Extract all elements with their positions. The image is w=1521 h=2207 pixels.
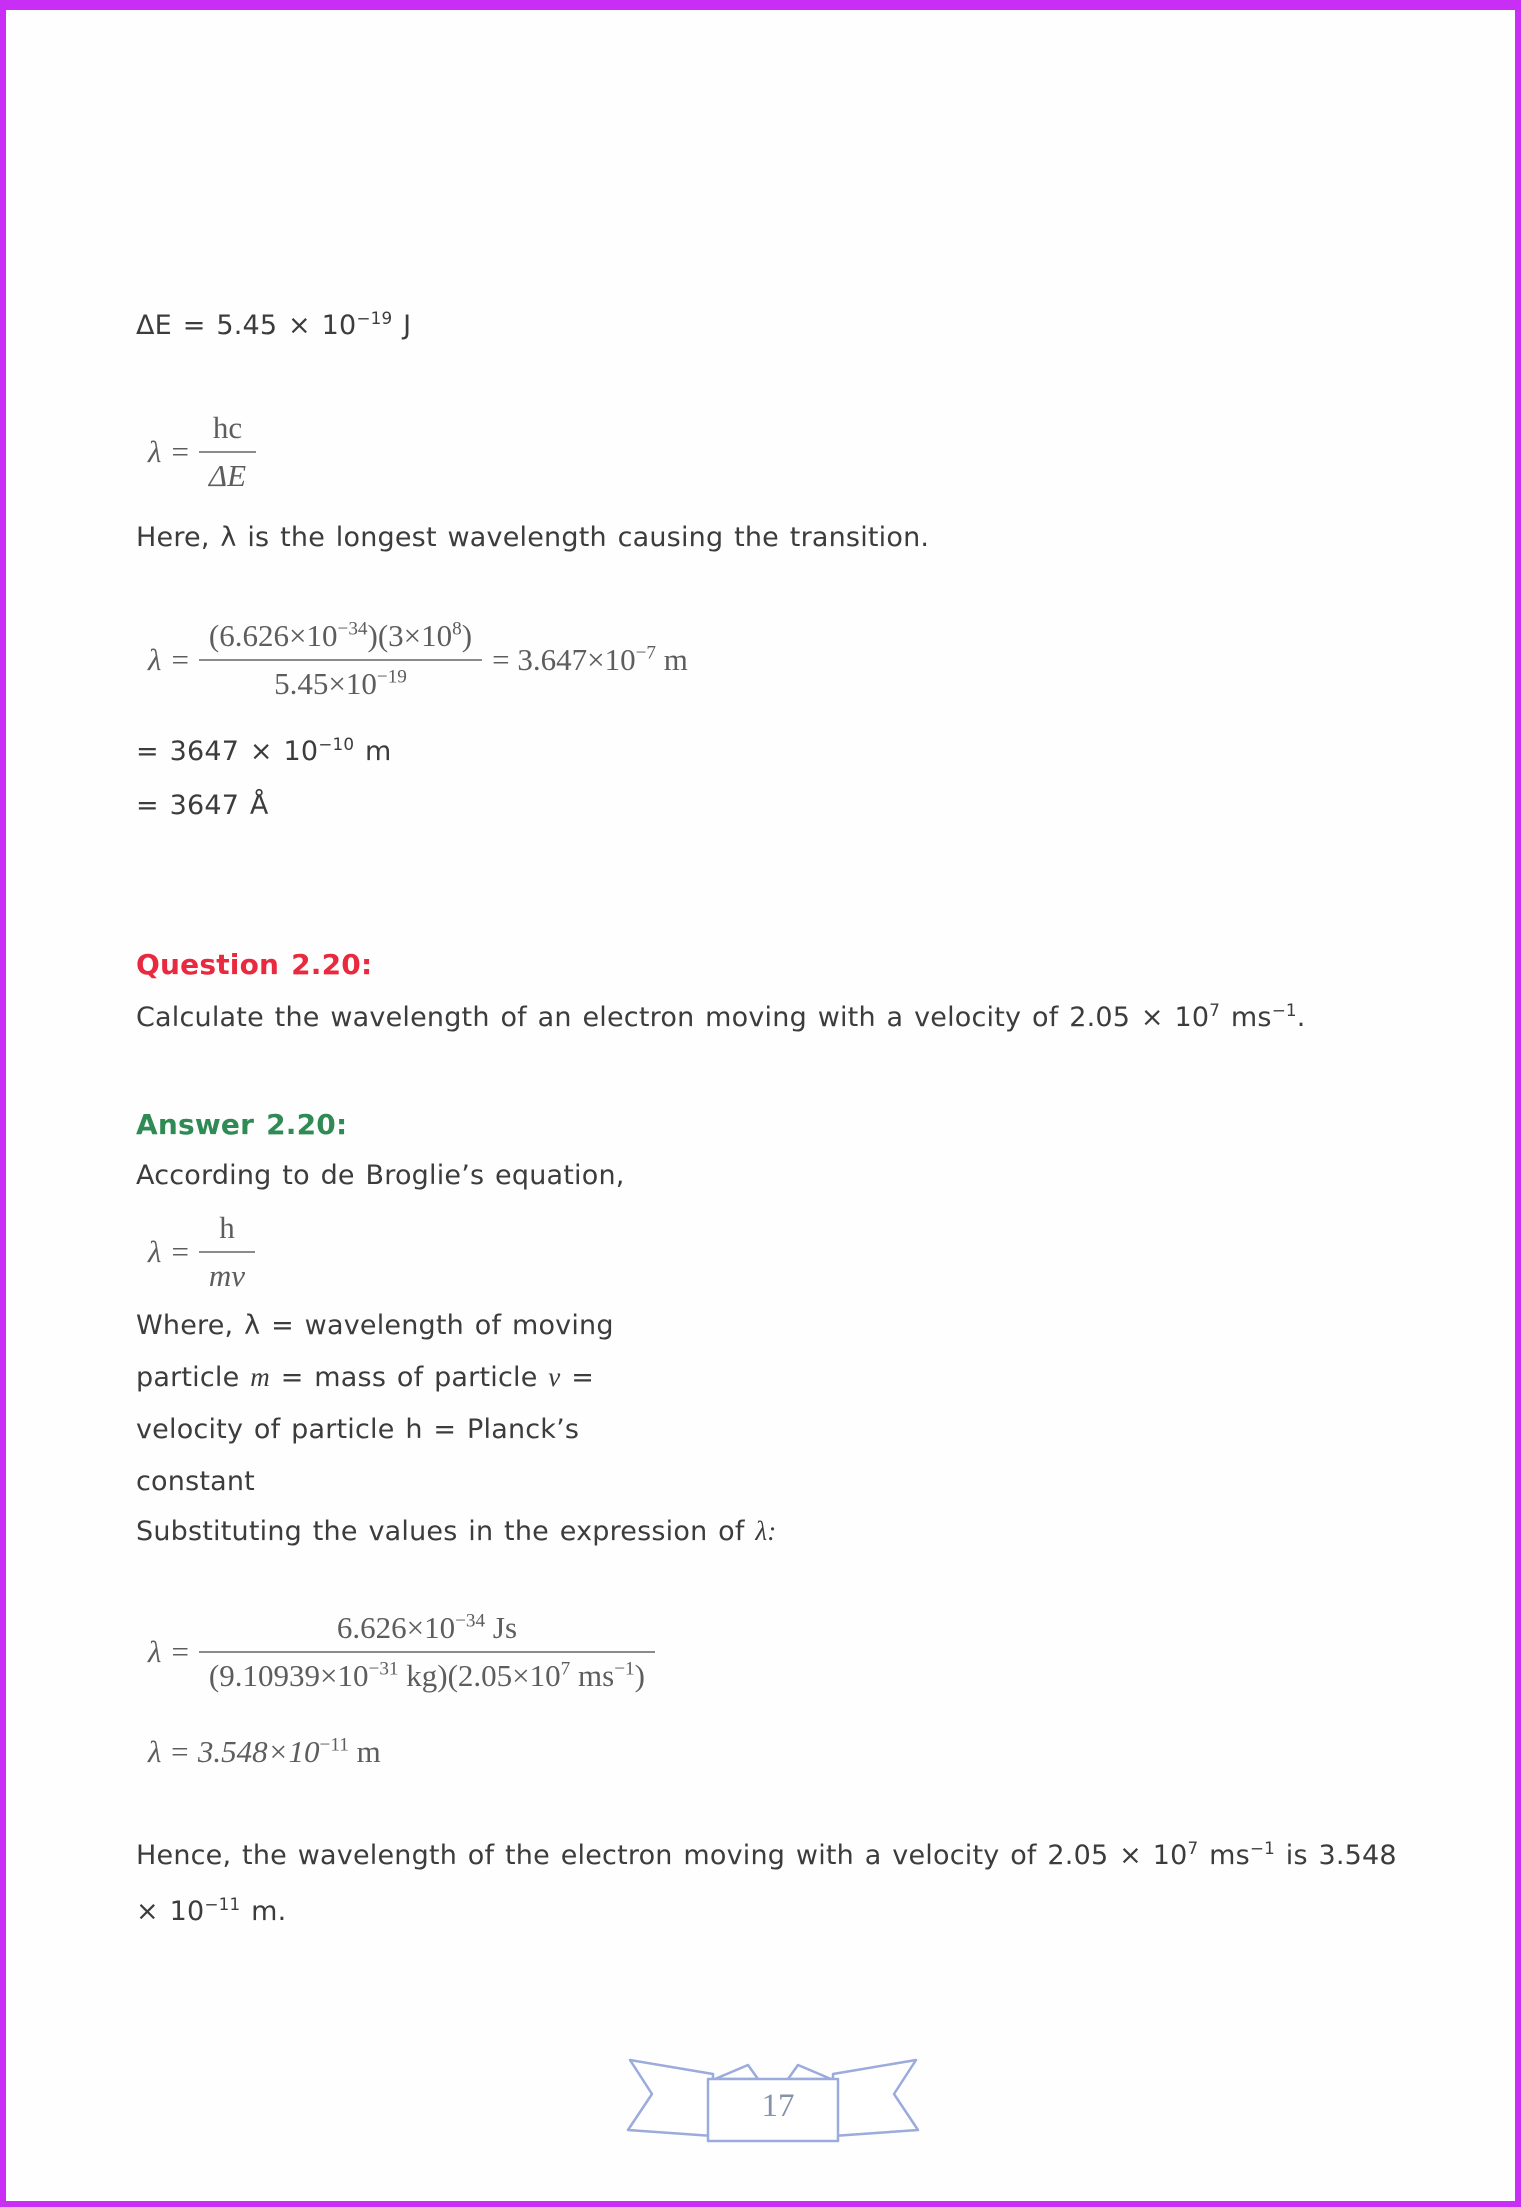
numerator-unit: Js — [485, 1610, 518, 1645]
where-text: = — [560, 1362, 595, 1393]
substituting-text: Substituting the values in the expression of — [136, 1516, 756, 1547]
fraction-h-mv — [199, 1210, 255, 1294]
denominator-exponent: −19 — [376, 666, 407, 688]
result-text: = 3647 × 10 — [136, 736, 319, 767]
delta-e-value-line — [136, 308, 411, 341]
equation-lambda-hc — [148, 410, 256, 494]
fraction-denominator: ΔE — [199, 451, 256, 494]
answer-intro-line: According to de Broglie’s equation, — [136, 1160, 625, 1191]
numerator-exponent: 8 — [452, 618, 462, 640]
fraction-numerator: h — [219, 1210, 235, 1245]
ribbon-left-tail — [628, 2060, 713, 2136]
question-text-part: Calculate the wavelength of an electron moving with a velocity of 2.05 × 10 — [136, 1002, 1210, 1033]
lambda-symbol: λ: — [755, 1516, 777, 1546]
numerator-part: ) — [461, 618, 473, 653]
where-text: = mass of particle — [269, 1362, 549, 1393]
fraction-denominator: mv — [199, 1251, 255, 1294]
delta-e-exponent: −19 — [356, 308, 393, 328]
hence-text: is 3.548 — [1274, 1840, 1397, 1871]
where-text: particle — [136, 1362, 251, 1393]
where-line-3: velocity of particle h = Planck’s — [136, 1414, 580, 1445]
denominator-part: (9.10939×10 — [208, 1658, 369, 1693]
fraction-denominator — [199, 1651, 655, 1694]
delta-e-text: ΔE = 5.45 × 10 — [136, 310, 357, 341]
fraction-denominator — [199, 659, 482, 702]
result-exponent: −11 — [319, 1734, 349, 1756]
result-text — [148, 1734, 381, 1770]
numerator-part: )(3×10 — [367, 618, 453, 653]
denominator-part: 5.45×10 — [274, 666, 377, 701]
ribbon-left-fold — [715, 2065, 758, 2079]
hence-text: Hence, the wavelength of the electron moving with a velocity of 2.05 × 10 — [136, 1840, 1188, 1871]
ribbon-right-fold — [788, 2065, 831, 2079]
result-unit: m — [656, 642, 688, 677]
denominator-exponent: 7 — [560, 1658, 571, 1680]
denominator-part: ms — [570, 1658, 615, 1693]
lambda-symbol: λ — [148, 1634, 162, 1669]
equation-electron-wavelength — [148, 1610, 655, 1694]
fraction-hc-over-deltaE-values — [199, 618, 482, 702]
hence-line-2 — [136, 1894, 286, 1927]
where-line-1: Where, λ = wavelength of moving — [136, 1310, 614, 1341]
numerator-part: 6.626×10 — [336, 1610, 456, 1645]
lambda-symbol: λ — [148, 434, 162, 469]
equals-sign: = — [171, 434, 189, 469]
substituting-line — [136, 1516, 776, 1547]
where-line-2 — [136, 1362, 594, 1393]
delta-e-unit: J — [392, 310, 412, 341]
denominator-part: ) — [634, 1658, 645, 1693]
fraction-numerator — [199, 1610, 655, 1651]
lambda-symbol: λ — [148, 1234, 162, 1269]
result-angstrom-line: = 3647 Å — [136, 790, 269, 821]
equals-sign: = — [171, 642, 189, 677]
hence-text: m. — [240, 1896, 287, 1927]
hence-line-1 — [136, 1838, 1397, 1871]
result-unit: m — [354, 736, 392, 767]
result-part: = 3.647×10 — [492, 642, 636, 677]
hence-exponent: −11 — [204, 1894, 241, 1914]
question-text-part: . — [1296, 1002, 1306, 1033]
result-part: λ = 3.548×10 — [148, 1734, 320, 1769]
answer-heading: Answer 2.20: — [136, 1108, 348, 1141]
velocity-symbol: v — [548, 1362, 561, 1392]
equation-final-result — [148, 1734, 381, 1770]
hence-text: × 10 — [136, 1896, 205, 1927]
denominator-exponent: −31 — [368, 1658, 399, 1680]
numerator-exponent: −34 — [455, 1610, 486, 1632]
fraction-numerator: hc — [212, 410, 243, 445]
fraction-hc-deltaE — [199, 410, 256, 494]
hence-exponent: −1 — [1249, 1838, 1275, 1858]
result-meters-line — [136, 734, 391, 767]
question-text — [136, 1000, 1306, 1033]
fraction-h-over-mv-values — [199, 1610, 655, 1694]
result-exponent: −7 — [635, 642, 657, 664]
result-unit: m — [348, 1734, 381, 1769]
question-exponent: 7 — [1209, 1000, 1221, 1020]
hence-text: ms — [1198, 1840, 1250, 1871]
mass-symbol: m — [250, 1362, 270, 1392]
here-lambda-line: Here, λ is the longest wavelength causing the transition. — [136, 522, 930, 553]
question-exponent: −1 — [1271, 1000, 1297, 1020]
equation-de-broglie — [148, 1210, 255, 1294]
equals-sign: = — [171, 1234, 189, 1269]
numerator-part: (6.626×10 — [208, 618, 338, 653]
hence-exponent: 7 — [1187, 1838, 1199, 1858]
denominator-part: kg)(2.05×10 — [398, 1658, 561, 1693]
result-exponent: −10 — [318, 734, 355, 754]
equation-result — [492, 642, 688, 678]
equals-sign: = — [171, 1634, 189, 1669]
equation-wavelength-calculation — [148, 618, 688, 702]
lambda-symbol: λ — [148, 642, 162, 677]
question-heading: Question 2.20: — [136, 948, 373, 981]
fraction-numerator — [199, 618, 482, 659]
where-line-4: constant — [136, 1466, 255, 1497]
denominator-exponent: −1 — [614, 1658, 635, 1680]
page-number: 17 — [761, 2088, 795, 2124]
question-text-part: ms — [1220, 1002, 1272, 1033]
numerator-exponent: −34 — [337, 618, 368, 640]
